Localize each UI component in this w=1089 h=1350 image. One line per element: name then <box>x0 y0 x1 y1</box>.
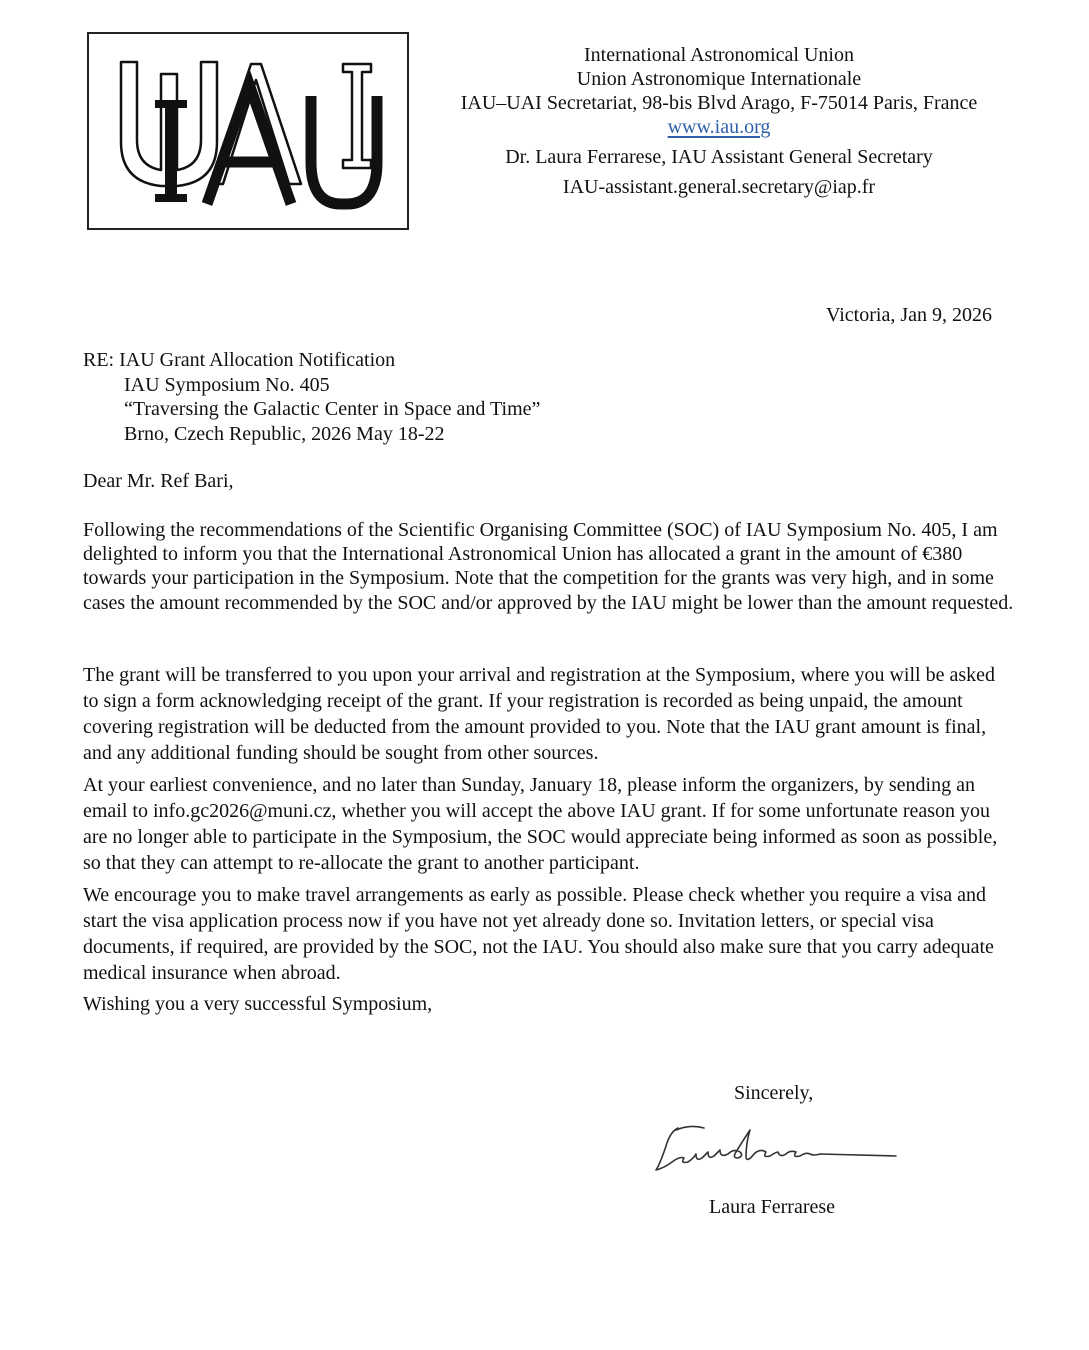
secretary-name: Dr. Laura Ferrarese, IAU Assistant General Secretary <box>505 146 933 168</box>
subject-line: RE: IAU Grant Allocation Notification <box>83 349 396 371</box>
iau-logo <box>87 32 409 230</box>
logo-i-bottom <box>155 194 187 202</box>
iau-logo-graphic <box>89 34 407 228</box>
paragraph-4: We encourage you to make travel arrangements as early as possible. Please check whether you require a visa and start the visa application process now if you have not yet already done so. Invitation letters, or special visa documents, if required, are provided by the SOC, not the IAU. You should also make sure that you carry adequate medical insurance when abroad. <box>83 884 994 984</box>
paragraph-3: At your earliest convenience, and no later than Sunday, January 18, please inform the organizers, by sending an email to info.gc2026@muni.cz, whether you will accept the above IAU grant. If for some unfortunate reason you are no longer able to participate in the Symposium, the SOC would appreciate being informed as soon as possible, so that they can attempt to re-allocate the grant to another participant. <box>83 774 998 874</box>
paragraph-2: The grant will be transferred to you upon your arrival and registration at the Symposium, where you will be asked to sign a form acknowledging receipt of the grant. If your registration is recorded as being unpaid, the amount covering registration will be deducted from the amount provided to you. Note that the IAU grant amount is final, and any additional funding should be sought from other sources. <box>83 664 995 764</box>
org-address: IAU–UAI Secretariat, 98-bis Blvd Arago, F-75014 Paris, France <box>460 92 978 114</box>
symposium-title: “Traversing the Galactic Center in Space and Time” <box>124 398 541 420</box>
org-name-fr: Union Astronomique Internationale <box>576 68 862 90</box>
signature-flourish <box>676 1126 704 1130</box>
letterhead <box>430 43 1008 199</box>
paragraph-5: Wishing you a very successful Symposium, <box>83 993 433 1015</box>
salutation: Dear Mr. Ref Bari, <box>83 470 234 492</box>
logo-u-solid <box>311 96 377 204</box>
logo-i-stem <box>165 100 177 202</box>
subject-block <box>83 348 540 446</box>
paragraph-1: Following the recommendations of the Scientific Organising Committee (SOC) of IAU Symposium No. 405, I am delighted to inform you that the International Astronomical Union has allocated a grant in the amount of €380 towards your participation in the Symposium. Note that the competition for the grants was very high, and in some cases the amount recommended by the SOC and/or approved by the IAU might be lower than the amount requested. <box>83 519 1014 614</box>
symposium-number: IAU Symposium No. 405 <box>124 373 330 396</box>
logo-i-outline <box>343 64 371 168</box>
signer-name: Laura Ferrarese <box>709 1196 836 1218</box>
symposium-location: Brno, Czech Republic, 2026 May 18-22 <box>124 422 445 445</box>
website-link[interactable]: www.iau.org <box>667 116 771 138</box>
signature-stroke <box>656 1128 896 1170</box>
closing: Sincerely, <box>734 1082 814 1104</box>
org-name-en: International Astronomical Union <box>584 44 854 66</box>
handwritten-signature <box>650 1118 900 1182</box>
letter-date: Victoria, Jan 9, 2026 <box>826 304 992 326</box>
secretary-email: IAU-assistant.general.secretary@iap.fr <box>562 176 876 198</box>
